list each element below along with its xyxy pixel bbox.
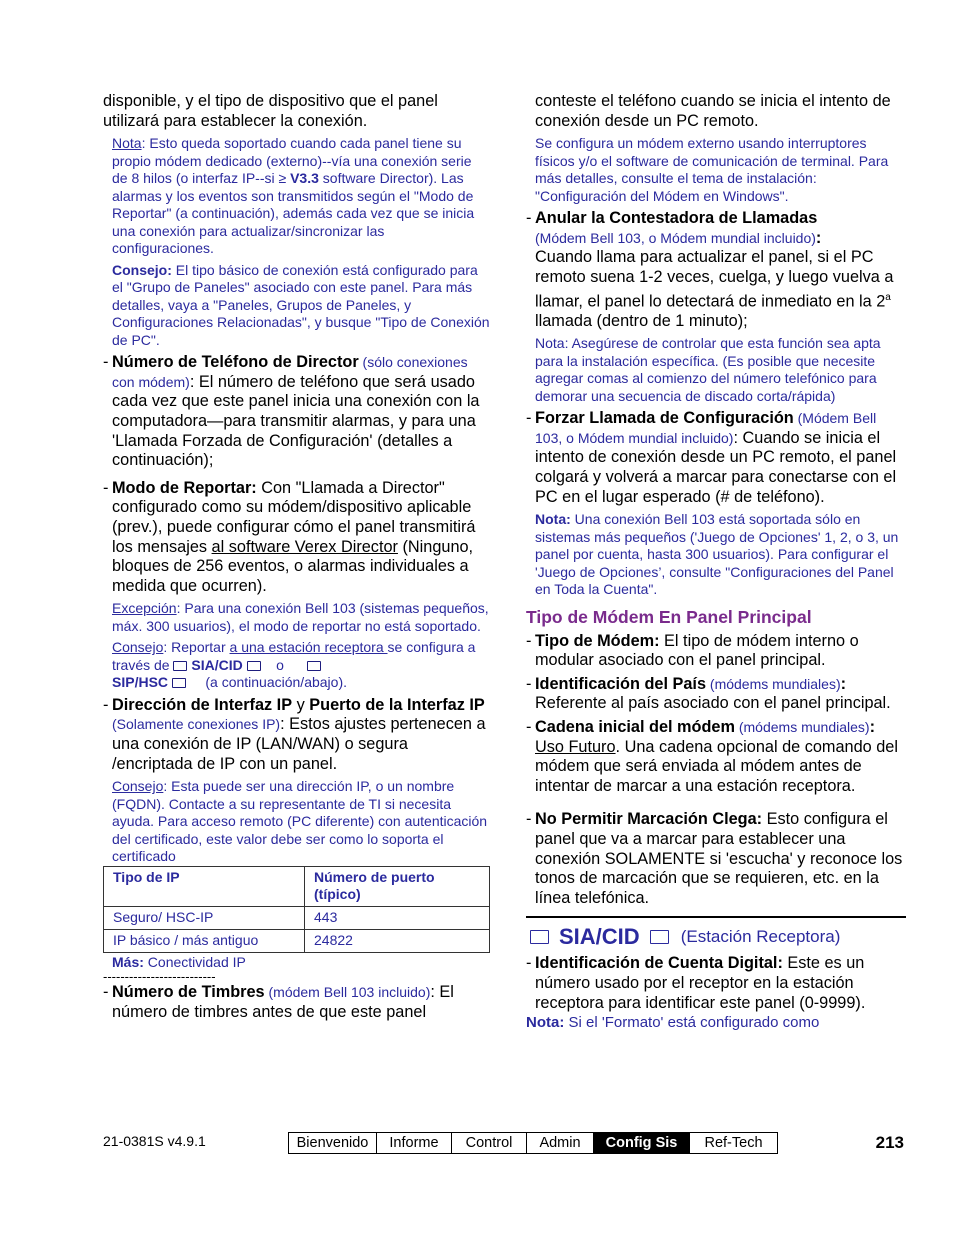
nav-config-sis[interactable]: Config Sis	[594, 1133, 690, 1153]
section-box-icon	[247, 661, 261, 671]
nav-bienvenido[interactable]: Bienvenido	[289, 1133, 377, 1153]
ip-port-table	[103, 866, 490, 953]
receiving-station-link[interactable]: a una estación receptora	[229, 639, 388, 656]
blind-dial-item: - No Permitir Marcación Clega: Esto configura el panel que va a marcar para establecer una conexión SOLAMENTE si 'escucha' y reconoce los tonos de marcación que se requieren, etc. en la línea telefónica.	[526, 810, 906, 908]
section-box-icon	[307, 661, 321, 671]
table-header: Tipo de IP	[104, 866, 305, 906]
section-box-icon	[172, 678, 186, 688]
nav-admin[interactable]: Admin	[527, 1133, 594, 1153]
left-column	[103, 92, 490, 1022]
note-support: Nota: Esto queda soportado cuando cada panel tiene su propio módem dedicado (externo)--vía una conexión serie de 8 hilos (o interfaz IP--si ≥ V3.3 software Director). Las alarmas y los eventos son transmitidos según el "Modo de Reportar" (a continuación), además cada vez que se inicia una conexión para actualizar/sincronizar las configuraciones.	[112, 135, 475, 257]
table-header-row	[104, 866, 490, 906]
note-format: Nota: Si el 'Formato' está configurado como	[526, 1014, 820, 1032]
table-cell: 24822	[305, 929, 490, 952]
ip-interface-item: - Dirección de Interfaz IP y Puerto de la Interfaz IP (Solamente conexiones IP): Estos ajustes pertenecen a una conexión de IP (LAN/WAN) o segura /encriptada de IP con un panel.	[103, 696, 490, 774]
modem-init-string-item: - Cadena inicial del módem (módems mundiales): Uso Futuro. Una cadena opcional de comando del módem que será enviada al módem antes de intentar de marcar a una estación receptora.	[526, 718, 906, 796]
tip-ip-address: Consejo: Esta puede ser una dirección IP, o un nombre (FQDN). Contacte a su representante de TI si necesita ayuda. Para acceso remoto (PC diferente) con autenticación del certificado, este valor debe ser como lo soporta el certificado	[112, 778, 488, 865]
digital-account-id-item: - Identificación de Cuenta Digital: Este es un número usado por el receptor en la estación receptora para identificar este panel (0-9999).	[526, 954, 906, 1013]
country-id-item: - Identificación del País (módems mundiales): Referente al país asociado con el panel principal.	[526, 675, 906, 714]
table-cell: IP básico / más antiguo	[104, 929, 305, 952]
verex-director-link[interactable]: al software Verex Director	[211, 537, 398, 556]
sia-cid-title: SIA/CID	[559, 924, 640, 950]
director-phone-item: - Número de Teléfono de Director (sólo conexiones con módem): El número de teléfono que será usado cada vez que este panel inicia una conexión con la computadora—para transmitir alarmas, y para una 'Llamada Forzada de Configuración' (detalles a continuación);	[103, 353, 490, 471]
table-row	[104, 929, 490, 952]
tip-connection-type: Consejo: El tipo básico de conexión está configurado para el "Grupo de Paneles" asociado con este panel. Para más detalles, vaya a "Paneles, Grupos de Paneles, y Configuraciones Relacionadas", y busque "Tipo de Conexión de PC".	[112, 261, 490, 348]
intro-text: disponible, y el tipo de dispositivo que el panel utilizará para establecer la conexión.	[103, 92, 438, 130]
sia-cid-subtitle: (Estación Receptora)	[680, 927, 841, 947]
answering-override-item: - Anular la Contestadora de Llamadas (Módem Bell 103, o Módem mundial incluido): Cuando llama para actualizar el panel, si el PC remoto suena 1-2 veces, cuelga, y luego vuelva a llamar, el panel lo detectará de inmediato en la 2$^a$ llamada (dentro de 1 minuto);	[526, 209, 906, 331]
section-box-icon	[650, 930, 669, 944]
force-config-call-item: - Forzar Llamada de Configuración (Módem Bell 103, o Módem mundial incluido): Cuando se inicia el intento de conexión desde un PC remoto, el panel colgará y volverá a marcar para conectarse con el PC en el lugar esperado (# de teléfono).	[526, 409, 906, 507]
table-row	[104, 906, 490, 929]
modem-config-note: Se configura un módem externo usando interruptores físicos y/o el software de comunicación de terminal. Para más detalles, consulte el tema de instalación: "Configuración del Módem en Windows".	[535, 135, 889, 204]
section-heading-modem-type: Tipo de Módem En Panel Principal	[526, 606, 812, 627]
section-box-icon	[173, 661, 187, 671]
table-cell: Seguro/ HSC-IP	[104, 906, 305, 929]
nav-ref-tech[interactable]: Ref-Tech	[704, 1135, 763, 1151]
ring-count-continued: conteste el teléfono cuando se inicia el intento de conexión desde un PC remoto.	[535, 92, 891, 130]
section-box-icon	[530, 930, 549, 944]
ring-count-item: - Número de Timbres (módem Bell 103 incluido): El número de timbres antes de que este panel	[103, 983, 490, 1022]
report-mode-item: - Modo de Reportar: Con "Llamada a Director" configurado como su módem/dispositivo aplicable (prev.), puede configurar cómo el panel transmitirá los mensajes al software Verex Director (Ninguno, bloques de 256 eventos, o alarmas individuales a medida que ocurren).	[103, 479, 490, 597]
document-code: 21-0381S v4.9.1	[103, 1133, 206, 1149]
modem-type-item: - Tipo de Módem: El tipo de módem interno o modular asociado con el panel principal.	[526, 632, 906, 671]
right-column	[526, 92, 906, 1032]
sia-cid-section-header	[526, 916, 906, 950]
page-number: 213	[875, 1133, 904, 1152]
nav-control[interactable]: Control	[452, 1133, 527, 1153]
nav-informe[interactable]: Informe	[377, 1133, 452, 1153]
more-ip-connectivity: Más: Conectividad IP	[112, 953, 246, 970]
exception-note: Excepción: Para una conexión Bell 103 (sistemas pequeños, máx. 300 usuarios), el modo de reportar no está soportado.	[112, 600, 489, 634]
page-footer	[103, 1131, 904, 1155]
note-label: Nota	[112, 135, 142, 152]
tip-receiving-station: Consejo: Reportar a una estación receptora se configura a través de SIA/CID o SIP/HSC (a continuación/abajo).	[112, 639, 476, 691]
sia-cid-link[interactable]: SIA/CID	[191, 656, 243, 673]
footer-nav	[288, 1132, 778, 1154]
sip-hsc-link[interactable]: SIP/HSC	[112, 674, 169, 691]
note-bell103: Nota: Una conexión Bell 103 está soportada sólo en sistemas más pequeños ('Juego de Opciones' 1, 2, o 3, un panel por cuenta, hasta 300 usuarios). Para configurar el 'Juego de Opciones’, consulte "Configuraciones del Panel en Toda la Cuenta".	[535, 511, 899, 598]
ip-connectivity-link[interactable]: Conectividad IP	[143, 953, 246, 970]
note-verify-function: Nota: Asegúrese de controlar que esta función sea apta para la instalación específica. (Es posible que necesite agregar comas al comienzo del número telefónico para demorar una secuencia de discado corta/rápida)	[535, 335, 881, 404]
separator-dashes: --------------------------	[103, 969, 216, 985]
table-header: Número de puerto (típico)	[305, 866, 490, 906]
version-label: V3.3	[290, 170, 319, 187]
table-cell: 443	[305, 906, 490, 929]
